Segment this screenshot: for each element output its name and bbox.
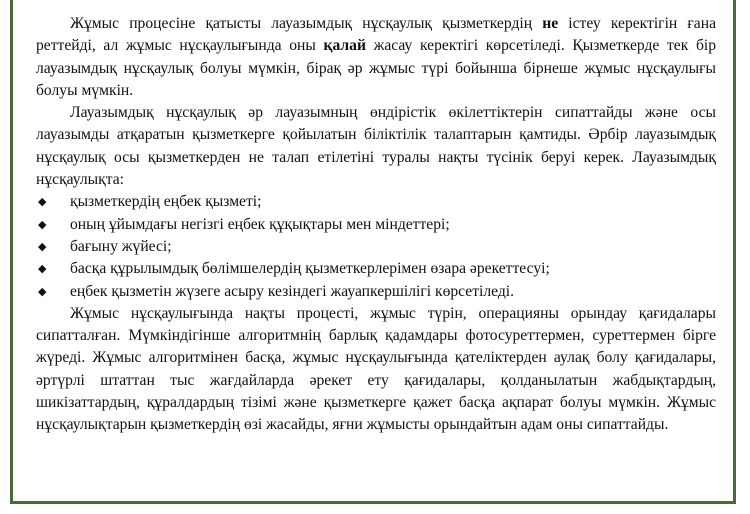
document-body	[36, 13, 716, 437]
list-item	[36, 214, 716, 236]
diamond-bullet-icon: ◆	[38, 285, 47, 298]
list-item	[36, 191, 716, 213]
paragraph-1-part-1: Жұмыс процесіне қатысты лауазымдық нұсқаулық қызметкердің	[70, 15, 543, 32]
emphasis-what: не	[542, 15, 559, 32]
list-item	[36, 258, 716, 280]
emphasis-how: қалай	[323, 37, 366, 55]
list-item-text: бағыну жүйесі;	[70, 237, 172, 255]
diamond-bullet-icon: ◆	[38, 263, 47, 276]
paragraph-1-part-2: істеу керектігін ғана реттейді, ал жұмыс нұсқаулығында оны	[36, 15, 716, 55]
list-item	[36, 236, 716, 258]
diamond-bullet-icon: ◆	[38, 240, 47, 253]
list-item	[36, 281, 716, 303]
paragraph-1-part-3: жасау керектігі көрсетіледі. Қызметкерде тек бір лауазымдық нұсқаулық болуы мүмкін, бірақ әр жұмыс түрі бойынша бірнеше жұмыс нұсқаулығы болуы мүмкін.	[36, 37, 717, 99]
list-item-text: еңбек қызметін жүзеге асыру кезіндегі жауапкершілігі көрсетіледі.	[70, 282, 515, 300]
paragraph-1	[36, 13, 716, 102]
list-item-text: оның ұйымдағы негізгі еңбек құқықтары мен міндеттері;	[70, 215, 450, 233]
bullet-list	[36, 191, 716, 302]
paragraph-2: Лауазымдық нұсқаулық әр лауазымның өндірістік өкілеттіктерін сипаттайды және осы лауазымды атқаратын қызметкерге қойылатын біліктілік талаптарын қамтиды. Әрбір лауазымдық нұсқаулық осы қызметкерден не талап етілетіні туралы нақты түсінік беруі керек. Лауазымдық нұсқаулықта:	[36, 104, 716, 189]
list-item-text: қызметкердің еңбек қызметі;	[70, 193, 262, 211]
list-item-text: басқа құрылымдық бөлімшелердің қызметкерлерімен өзара әрекеттесуі;	[70, 260, 550, 278]
diamond-bullet-icon: ◆	[38, 218, 47, 231]
diamond-bullet-icon: ◆	[38, 196, 47, 209]
paragraph-3: Жұмыс нұсқаулығында нақты процесті, жұмыс түрін, операцияны орындау қағидалары сипатталған. Мүмкіндігінше алгоритмнің барлық қадамдары фотосуреттермен, суреттермен бірге жүреді. Жұмыс алгоритмінен басқа, жұмыс нұсқаулығында қателіктерден аулақ болу қағидалары, әртүрлі штаттан тыс жағдайларда әрекет ету қағидалары, қолданылатын жабдықтардың, шикізаттардың, құралдардың тізімі және қызметкерге қажет басқа ақпарат болуы мүмкін. Жұмыс нұсқаулықтарын қызметкердің өзі жасайды, яғни жұмысты орындайтын адам оны сипаттайды.	[36, 304, 716, 434]
